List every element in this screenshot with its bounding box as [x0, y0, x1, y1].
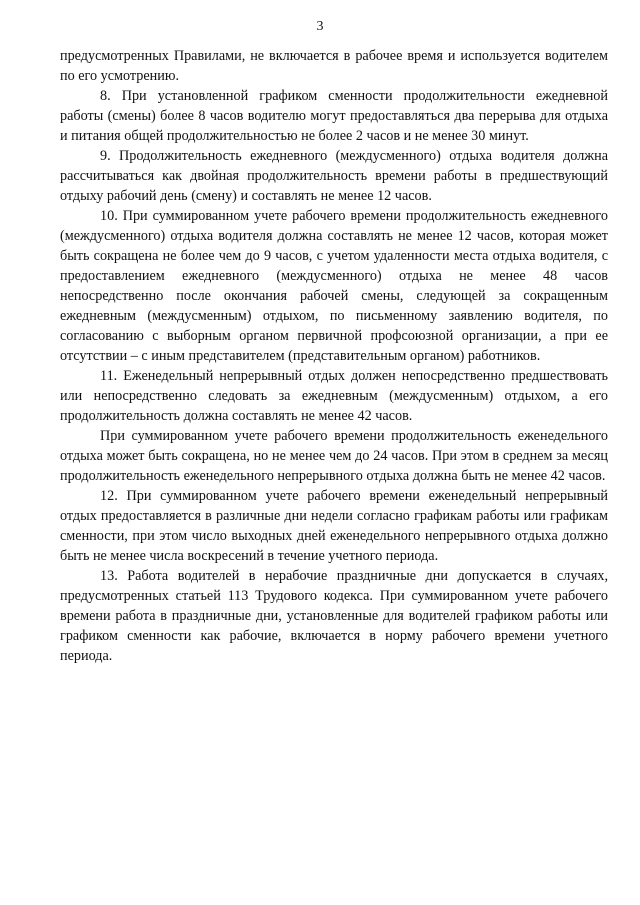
- paragraph-9: 9. Продолжительность ежедневного (междусменного) отдыха водителя должна рассчитываться как двойная продолжительность времени работы в предшествующий отдыху рабочий день (смену) и составлять не менее 12 часов.: [60, 148, 608, 204]
- document-body: [60, 46, 608, 666]
- page-number: 3: [316, 19, 324, 34]
- paragraph-12: 12. При суммированном учете рабочего времени еженедельный непрерывный отдых предоставляется в различные дни недели согласно графикам работы или графикам сменности, при этом число выходных дней еженедельного непрерывного отдыха должно быть не менее числа воскресений в течение учетного периода.: [60, 488, 608, 564]
- paragraph-11-part-2: При суммированном учете рабочего времени продолжительность еженедельного отдыха может быть сокращена, но не менее чем до 24 часов. При этом в среднем за месяц продолжительность еженедельного непрерывного отдыха должна быть не менее 42 часов.: [60, 428, 608, 484]
- paragraph-10: 10. При суммированном учете рабочего времени продолжительность ежедневного (междусменного) отдыха водителя должна составлять не менее 12 часов, которая может быть сокращена не более чем до 9 часов, с учетом удаленности места отдыха водителя, с предоставлением ежедневного (междусменного) отдыха не менее 48 часов непосредственно после окончания рабочей смены, следующей за сокращенным ежедневным (междусменным) отдыхом, по письменному заявлению водителя, по согласованию с выборным органом первичной профсоюзной организации, а при ее отсутствии – с иным представителем (представительным органом) работников.: [60, 208, 608, 364]
- paragraph-8: 8. При установленной графиком сменности продолжительности ежедневной работы (смены) более 8 часов водителю могут предоставляться два перерыва для отдыха и питания общей продолжительностью не более 2 часов и не менее 30 минут.: [60, 88, 608, 144]
- paragraph-13: 13. Работа водителей в нерабочие праздничные дни допускается в случаях, предусмотренных статьей 113 Трудового кодекса. При суммированном учете рабочего времени работа в праздничные дни, установленные для водителей графиком работы или графиком сменности как рабочие, включается в норму рабочего времени учетного периода.: [60, 568, 608, 664]
- paragraph-continuation: предусмотренных Правилами, не включается в рабочее время и используется водителем по его усмотрению.: [60, 48, 608, 84]
- paragraph-11: 11. Еженедельный непрерывный отдых должен непосредственно предшествовать или непосредственно следовать за ежедневным (междусменным) отдыхом, а его продолжительность должна составлять не менее 42 часов.: [60, 368, 608, 424]
